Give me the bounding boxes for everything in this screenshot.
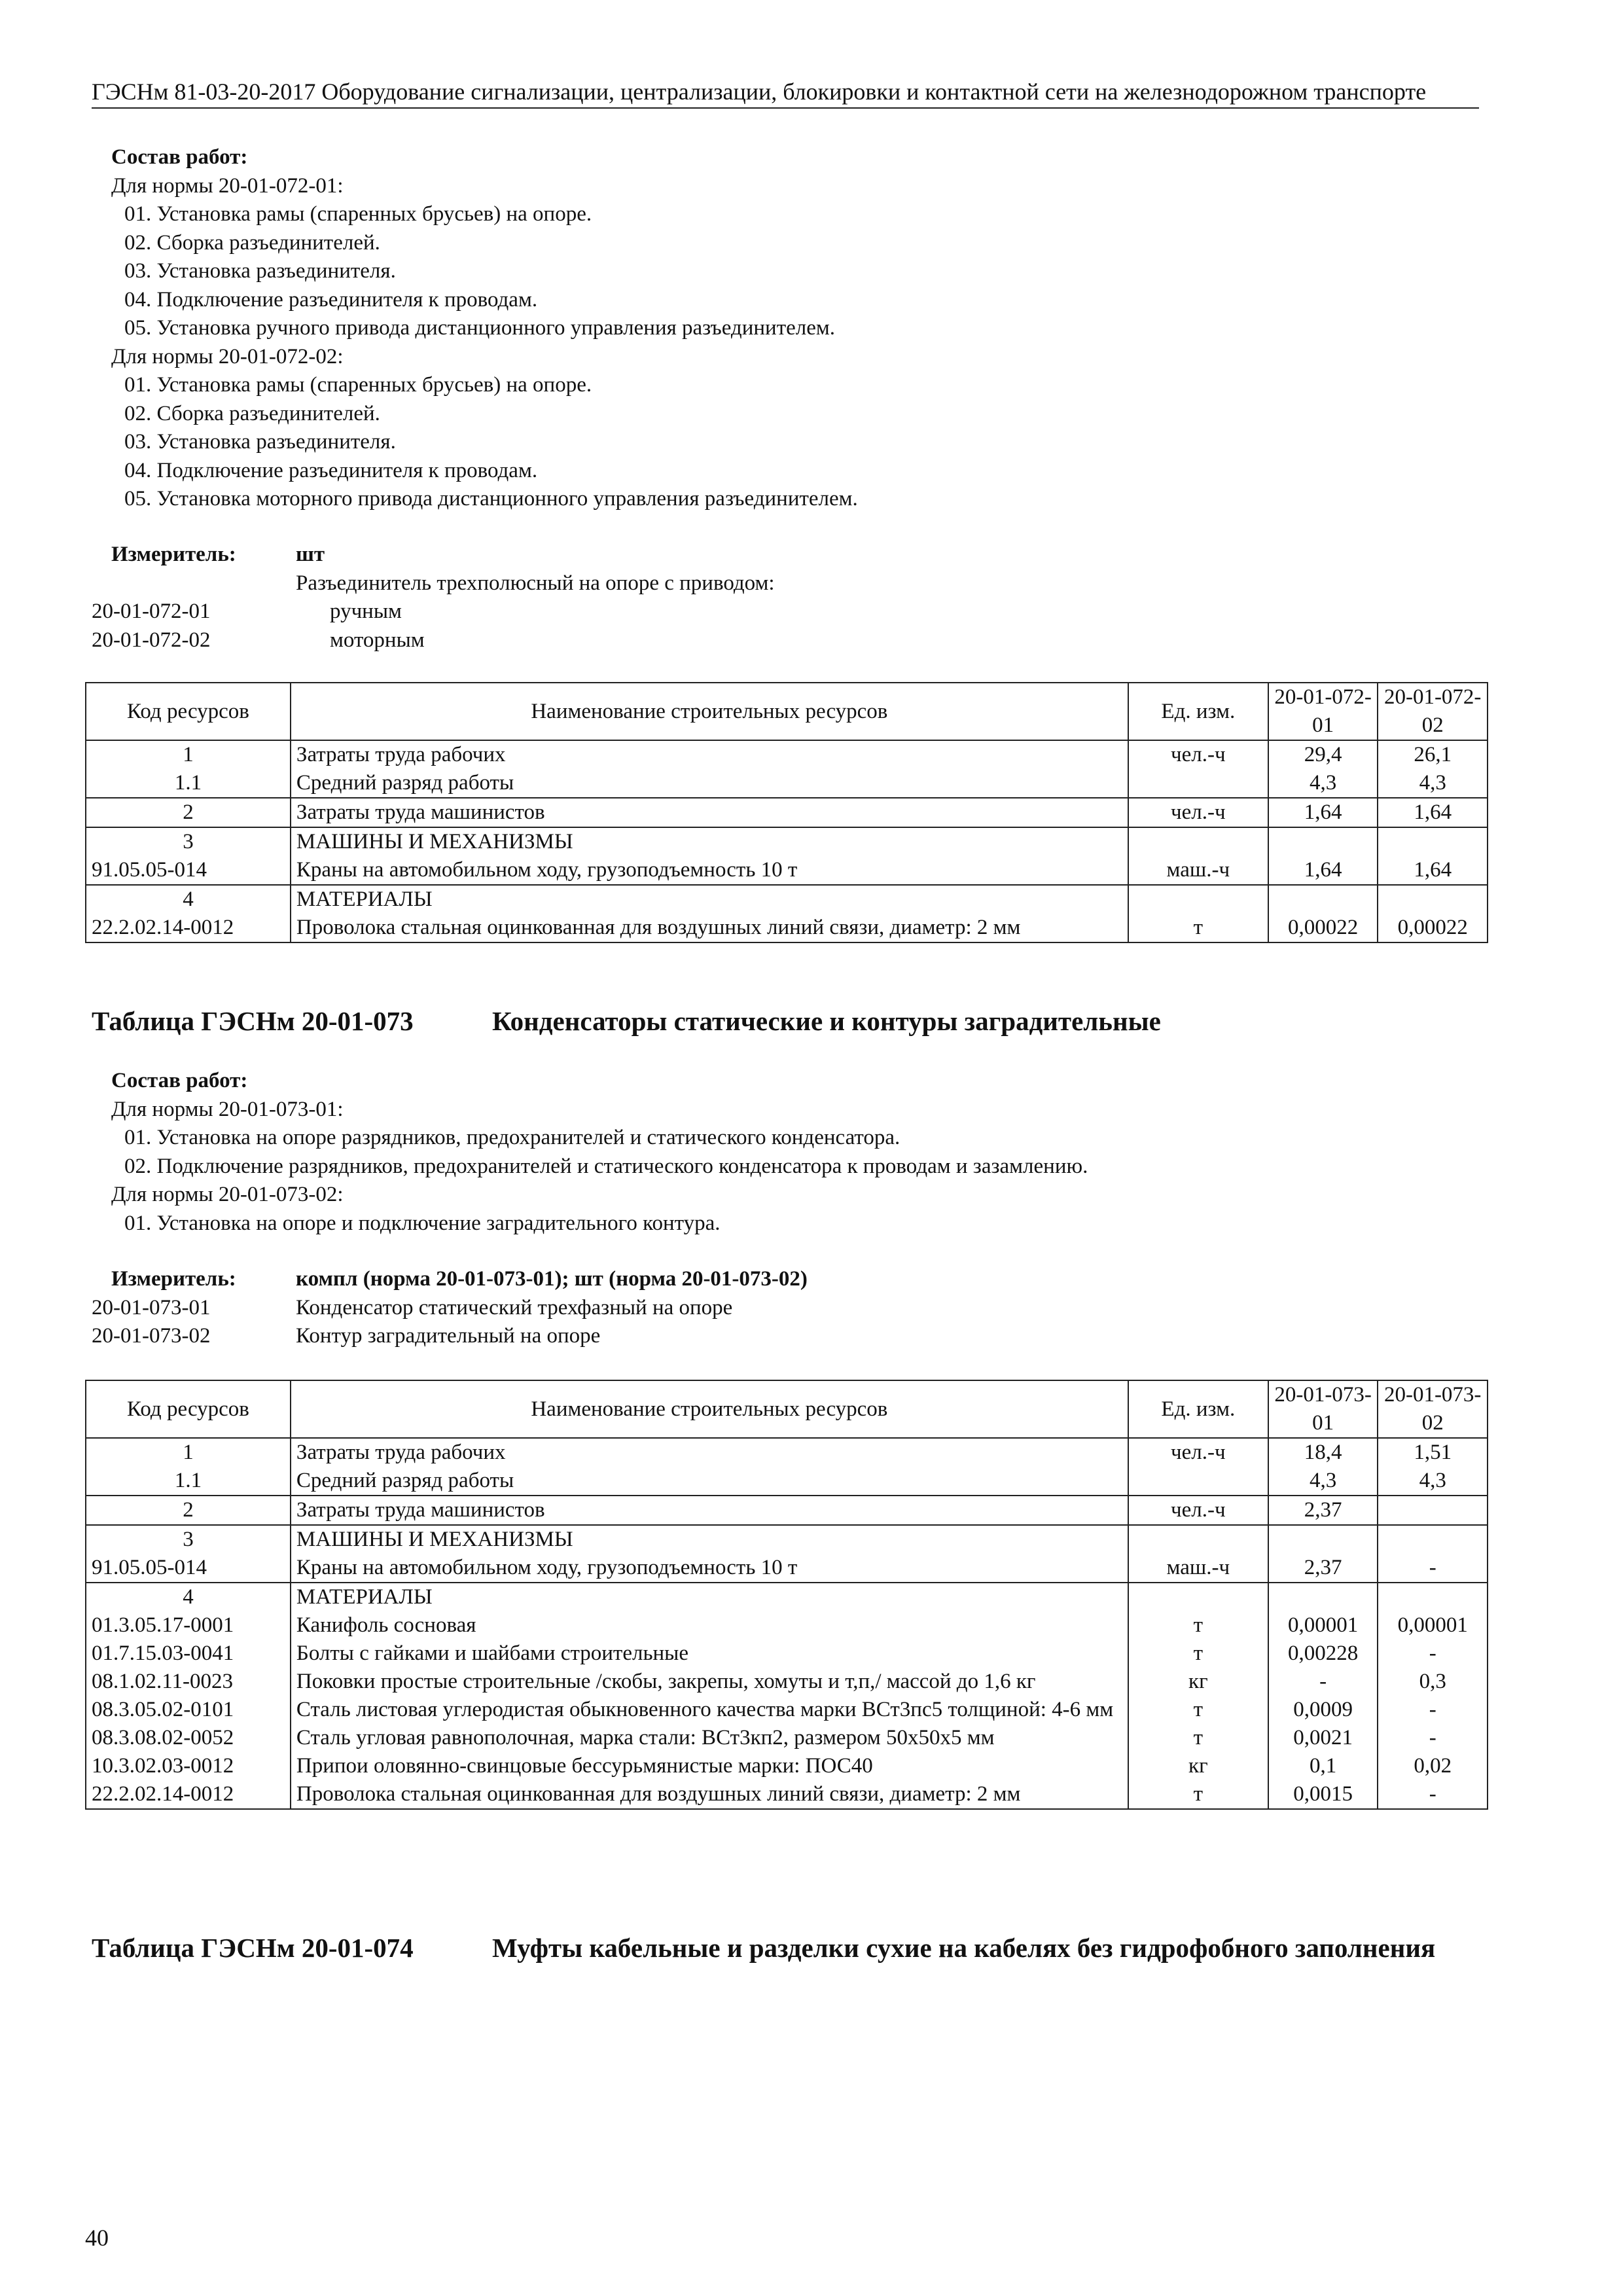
resource-unit: кг bbox=[1128, 1668, 1268, 1696]
table-row bbox=[86, 1780, 1488, 1809]
resource-name: Затраты труда машинистов bbox=[291, 1496, 1128, 1525]
resource-code: 1.1 bbox=[86, 1467, 291, 1496]
composition-072 bbox=[92, 143, 858, 514]
table-header-row bbox=[86, 1380, 1488, 1438]
resource-name: Болты с гайками и шайбами строительные bbox=[291, 1640, 1128, 1668]
resource-unit: т bbox=[1128, 1724, 1268, 1752]
resource-value: 0,1 bbox=[1268, 1752, 1378, 1780]
table-row bbox=[86, 1525, 1488, 1554]
col-header-name: Наименование строительных ресурсов bbox=[291, 1380, 1128, 1438]
resource-value: 4,3 bbox=[1268, 1467, 1378, 1496]
resource-value: 0,00001 bbox=[1268, 1611, 1378, 1640]
composition-line: 01. Установка на опоре и подключение заградительного контура. bbox=[124, 1211, 721, 1235]
resource-table-073 bbox=[85, 1380, 1488, 1810]
running-header: ГЭСНм 81-03-20-2017 Оборудование сигнализации, централизации, блокировки и контактной сети на железнодорожном транспорте bbox=[92, 77, 1479, 109]
composition-line: 01. Установка рамы (спаренных брусьев) на опоре. bbox=[124, 373, 592, 397]
resource-name: Краны на автомобильном ходу, грузоподъемность 10 т bbox=[291, 1554, 1128, 1583]
resource-code: 91.05.05-014 bbox=[86, 856, 291, 885]
resource-code: 22.2.02.14-0012 bbox=[86, 914, 291, 942]
composition-line: Для нормы 20-01-073-01: bbox=[111, 1097, 344, 1121]
measure-value: компл (норма 20-01-073-01); шт (норма 20-01-073-02) bbox=[296, 1267, 808, 1291]
resource-value: 2,37 bbox=[1268, 1496, 1378, 1525]
col-header-name: Наименование строительных ресурсов bbox=[291, 683, 1128, 740]
resource-code: 4 bbox=[86, 885, 291, 914]
resource-name: Поковки простые строительные /скобы, закрепы, хомуты и т,п,/ массой до 1,6 кг bbox=[291, 1668, 1128, 1696]
resource-value: 0,0021 bbox=[1268, 1724, 1378, 1752]
resource-value: 1,51 bbox=[1378, 1438, 1488, 1467]
resource-unit: т bbox=[1128, 1640, 1268, 1668]
table-row bbox=[86, 1724, 1488, 1752]
resource-code: 08.1.02.11-0023 bbox=[86, 1668, 291, 1696]
table-title-number: Таблица ГЭСНм 20-01-074 bbox=[92, 1933, 414, 1963]
resource-unit: маш.-ч bbox=[1128, 856, 1268, 885]
composition-line: Для нормы 20-01-073-02: bbox=[111, 1183, 344, 1206]
measure-block-072 bbox=[92, 541, 775, 655]
table-row bbox=[86, 1554, 1488, 1583]
composition-line: 04. Подключение разъединителя к проводам. bbox=[124, 287, 538, 312]
table-row bbox=[86, 856, 1488, 885]
col-header-unit: Ед. изм. bbox=[1128, 1380, 1268, 1438]
resource-value: 0,02 bbox=[1378, 1752, 1488, 1780]
resource-value: 1,64 bbox=[1378, 856, 1488, 885]
norm-name: Конденсатор статический трехфазный на опоре bbox=[296, 1295, 733, 1319]
composition-title: Состав работ: bbox=[111, 1069, 248, 1092]
resource-unit: кг bbox=[1128, 1752, 1268, 1780]
table-row bbox=[86, 1640, 1488, 1668]
resource-name: Затраты труда машинистов bbox=[291, 798, 1128, 827]
table-title-number: Таблица ГЭСНм 20-01-073 bbox=[92, 1006, 414, 1036]
table-row bbox=[86, 1752, 1488, 1780]
resource-name: Сталь листовая углеродистая обыкновенного качества марки ВСт3пс5 толщиной: 4-6 мм bbox=[291, 1696, 1128, 1724]
resource-name: Затраты труда рабочих bbox=[291, 740, 1128, 769]
resource-value: 4,3 bbox=[1378, 769, 1488, 798]
composition-line: 02. Сборка разъединителей. bbox=[124, 230, 380, 255]
table-row bbox=[86, 914, 1488, 942]
resource-value: - bbox=[1378, 1696, 1488, 1724]
resource-value: 0,0009 bbox=[1268, 1696, 1378, 1724]
resource-name: Средний разряд работы bbox=[291, 1467, 1128, 1496]
resource-value: 4,3 bbox=[1378, 1467, 1488, 1496]
table-title-name: Муфты кабельные и разделки сухие на кабелях без гидрофобного заполнения bbox=[492, 1933, 1436, 1963]
table-row bbox=[86, 798, 1488, 827]
norm-code: 20-01-073-01 bbox=[92, 1295, 211, 1319]
table-title-074 bbox=[92, 1931, 1500, 1965]
resource-value: 0,00228 bbox=[1268, 1640, 1378, 1668]
measure-label: Измеритель: bbox=[111, 1267, 236, 1291]
resource-code: 91.05.05-014 bbox=[86, 1554, 291, 1583]
col-header-code: Код ресурсов bbox=[86, 1380, 291, 1438]
resource-name: Средний разряд работы bbox=[291, 769, 1128, 798]
resource-name: Сталь угловая равнополочная, марка стали: ВСт3кп2, размером 50х50х5 мм bbox=[291, 1724, 1128, 1752]
col-header-norm: 20-01-073-01 bbox=[1268, 1380, 1378, 1438]
resource-value: 1,64 bbox=[1268, 798, 1378, 827]
table-row bbox=[86, 827, 1488, 856]
norm-name: ручным bbox=[330, 600, 402, 623]
composition-line: Для нормы 20-01-072-01: bbox=[111, 173, 344, 198]
resource-code: 2 bbox=[86, 1496, 291, 1525]
resource-value: 0,00022 bbox=[1268, 914, 1378, 942]
resource-value: 29,4 bbox=[1268, 740, 1378, 769]
resource-code: 01.3.05.17-0001 bbox=[86, 1611, 291, 1640]
col-header-norm: 20-01-073-02 bbox=[1378, 1380, 1488, 1438]
resource-value: - bbox=[1378, 1724, 1488, 1752]
resource-value bbox=[1378, 1496, 1488, 1525]
resource-group-name: МАШИНЫ И МЕХАНИЗМЫ bbox=[291, 827, 1128, 856]
table-title-name: Конденсаторы статические и контуры заградительные bbox=[492, 1006, 1161, 1036]
resource-code: 1 bbox=[86, 740, 291, 769]
norm-name: Контур заградительный на опоре bbox=[296, 1324, 601, 1348]
measure-description: Разъединитель трехполюсный на опоре с приводом: bbox=[296, 571, 775, 595]
resource-unit bbox=[1128, 769, 1268, 798]
resource-group-name: МАШИНЫ И МЕХАНИЗМЫ bbox=[291, 1525, 1128, 1554]
table-row bbox=[86, 1438, 1488, 1467]
composition-line: 05. Установка моторного привода дистанционного управления разъединителем. bbox=[124, 487, 858, 511]
resource-value: 2,37 bbox=[1268, 1554, 1378, 1583]
resource-name: Припои оловянно-свинцовые бессурьмянистые марки: ПОС40 bbox=[291, 1752, 1128, 1780]
resource-code: 1 bbox=[86, 1438, 291, 1467]
col-header-code: Код ресурсов bbox=[86, 683, 291, 740]
measure-value: шт bbox=[296, 543, 325, 566]
table-row bbox=[86, 885, 1488, 914]
resource-unit: чел.-ч bbox=[1128, 1438, 1268, 1467]
resource-name: Проволока стальная оцинкованная для воздушных линий связи, диаметр: 2 мм bbox=[291, 914, 1128, 942]
composition-073 bbox=[92, 1067, 1088, 1238]
resource-code: 1.1 bbox=[86, 769, 291, 798]
resource-value: 1,64 bbox=[1378, 798, 1488, 827]
resource-value: - bbox=[1378, 1640, 1488, 1668]
page-number: 40 bbox=[85, 2225, 109, 2251]
measure-block-073 bbox=[92, 1265, 808, 1351]
table-row bbox=[86, 1467, 1488, 1496]
resource-code: 3 bbox=[86, 1525, 291, 1554]
resource-unit: чел.-ч bbox=[1128, 1496, 1268, 1525]
table-header-row bbox=[86, 683, 1488, 740]
resource-name: Проволока стальная оцинкованная для воздушных линий связи, диаметр: 2 мм bbox=[291, 1780, 1128, 1809]
table-title-073 bbox=[92, 1004, 1500, 1038]
resource-code: 2 bbox=[86, 798, 291, 827]
resource-unit: чел.-ч bbox=[1128, 740, 1268, 769]
composition-line: 01. Установка рамы (спаренных брусьев) на опоре. bbox=[124, 202, 592, 226]
resource-unit: маш.-ч bbox=[1128, 1554, 1268, 1583]
resource-value: 4,3 bbox=[1268, 769, 1378, 798]
norm-code: 20-01-072-02 bbox=[92, 628, 211, 652]
resource-value: 0,0015 bbox=[1268, 1780, 1378, 1809]
composition-line: 04. Подключение разъединителя к проводам. bbox=[124, 458, 538, 482]
table-row bbox=[86, 1696, 1488, 1724]
composition-line: 01. Установка на опоре разрядников, предохранителей и статического конденсатора. bbox=[124, 1126, 901, 1149]
resource-unit bbox=[1128, 1467, 1268, 1496]
resource-name: Канифоль сосновая bbox=[291, 1611, 1128, 1640]
resource-group-name: МАТЕРИАЛЫ bbox=[291, 1583, 1128, 1611]
resource-group-name: МАТЕРИАЛЫ bbox=[291, 885, 1128, 914]
resource-value: 26,1 bbox=[1378, 740, 1488, 769]
resource-unit: т bbox=[1128, 1611, 1268, 1640]
resource-name: Затраты труда рабочих bbox=[291, 1438, 1128, 1467]
table-row bbox=[86, 740, 1488, 769]
norm-code: 20-01-072-01 bbox=[92, 600, 211, 623]
resource-unit: чел.-ч bbox=[1128, 798, 1268, 827]
resource-code: 4 bbox=[86, 1583, 291, 1611]
resource-code: 10.3.02.03-0012 bbox=[86, 1752, 291, 1780]
composition-line: Для нормы 20-01-072-02: bbox=[111, 344, 344, 368]
resource-value: - bbox=[1268, 1668, 1378, 1696]
col-header-norm: 20-01-072-01 bbox=[1268, 683, 1378, 740]
col-header-unit: Ед. изм. bbox=[1128, 683, 1268, 740]
norm-name: моторным bbox=[330, 628, 425, 652]
resource-code: 3 bbox=[86, 827, 291, 856]
table-row bbox=[86, 1611, 1488, 1640]
resource-unit: т bbox=[1128, 1780, 1268, 1809]
resource-unit: т bbox=[1128, 1696, 1268, 1724]
composition-line: 02. Подключение разрядников, предохранителей и статического конденсатора к проводам и зазамлению. bbox=[124, 1154, 1088, 1178]
resource-code: 01.7.15.03-0041 bbox=[86, 1640, 291, 1668]
resource-value: - bbox=[1378, 1554, 1488, 1583]
resource-unit: т bbox=[1128, 914, 1268, 942]
composition-line: 03. Установка разъединителя. bbox=[124, 259, 396, 283]
resource-code: 08.3.05.02-0101 bbox=[86, 1696, 291, 1724]
composition-title: Состав работ: bbox=[111, 145, 248, 169]
composition-line: 05. Установка ручного привода дистанционного управления разъединителем. bbox=[124, 316, 836, 340]
resource-value: 0,3 bbox=[1378, 1668, 1488, 1696]
resource-table-072 bbox=[85, 682, 1488, 943]
norm-code: 20-01-073-02 bbox=[92, 1324, 211, 1348]
table-row bbox=[86, 1668, 1488, 1696]
resource-value: - bbox=[1378, 1780, 1488, 1809]
table-row bbox=[86, 1583, 1488, 1611]
table-row bbox=[86, 1496, 1488, 1525]
col-header-norm: 20-01-072-02 bbox=[1378, 683, 1488, 740]
resource-value: 1,64 bbox=[1268, 856, 1378, 885]
resource-code: 08.3.08.02-0052 bbox=[86, 1724, 291, 1752]
table-row bbox=[86, 769, 1488, 798]
measure-label: Измеритель: bbox=[111, 543, 236, 566]
resource-value: 18,4 bbox=[1268, 1438, 1378, 1467]
resource-value: 0,00022 bbox=[1378, 914, 1488, 942]
resource-name: Краны на автомобильном ходу, грузоподъемность 10 т bbox=[291, 856, 1128, 885]
resource-value: 0,00001 bbox=[1378, 1611, 1488, 1640]
resource-code: 22.2.02.14-0012 bbox=[86, 1780, 291, 1809]
composition-line: 03. Установка разъединителя. bbox=[124, 430, 396, 454]
composition-line: 02. Сборка разъединителей. bbox=[124, 401, 380, 425]
